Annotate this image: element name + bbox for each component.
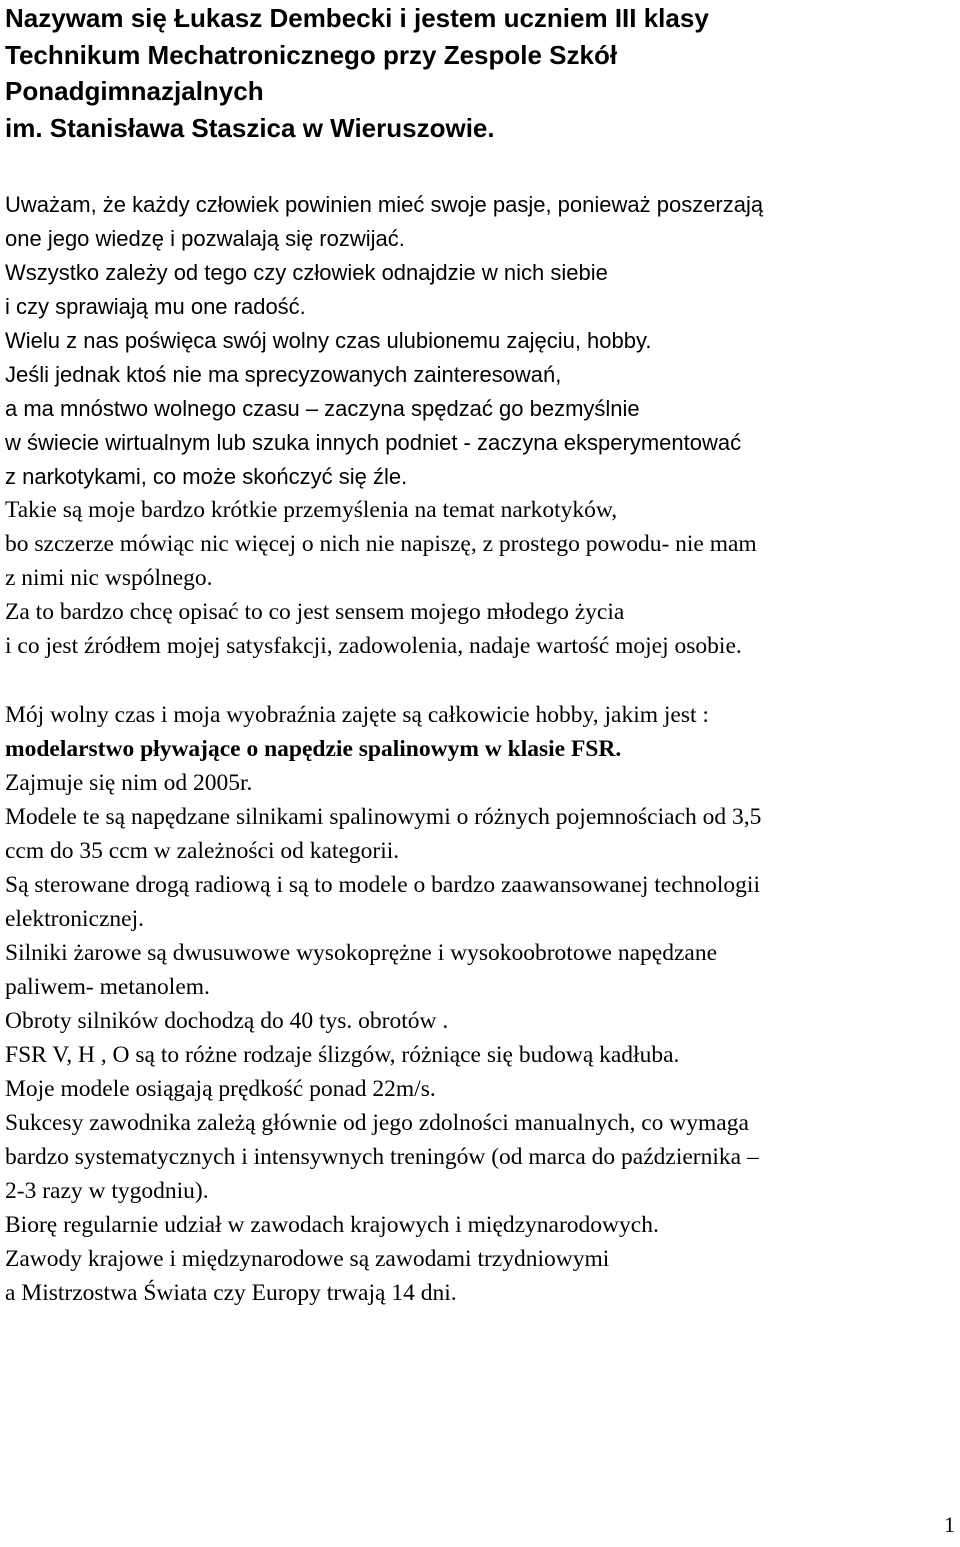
- title-line: Nazywam się Łukasz Dembecki i jestem uczniem III klasy: [5, 3, 709, 33]
- text-line: a ma mnóstwo wolnego czasu – zaczyna spędzać go bezmyślnie: [5, 396, 640, 421]
- text-line: z narkotykami, co może skończyć się źle.: [5, 464, 408, 489]
- hobby-highlight: modelarstwo pływające o napędzie spalinowym w klasie FSR.: [5, 736, 622, 762]
- text-line: Zawody krajowe i międzynarodowe są zawodami trzydniowymi: [5, 1246, 610, 1272]
- text-line: ccm do 35 ccm w zależności od kategorii.: [5, 838, 400, 864]
- text-line: Sukcesy zawodnika zależą głównie od jego zdolności manualnych, co wymaga: [5, 1110, 749, 1136]
- text-line: 2-3 razy w tygodniu).: [5, 1178, 209, 1204]
- text-line: Modele te są napędzane silnikami spalinowymi o różnych pojemnościach od 3,5: [5, 804, 762, 830]
- text-line: one jego wiedzę i pozwalają się rozwijać.: [5, 226, 405, 251]
- text-line: z nimi nic wspólnego.: [5, 565, 213, 591]
- title-line: Ponadgimnazjalnych: [5, 76, 264, 107]
- text-line: Jeśli jednak ktoś nie ma sprecyzowanych zainteresowań,: [5, 362, 562, 387]
- text-line: Silniki żarowe są dwusuwowe wysokoprężne i wysokoobrotowe napędzane: [5, 940, 717, 966]
- text-line: Biorę regularnie udział w zawodach krajowych i międzynarodowych.: [5, 1212, 659, 1238]
- text-line: elektronicznej.: [5, 906, 144, 932]
- text-line: paliwem- metanolem.: [5, 974, 210, 1000]
- text-line: Wszystko zależy od tego czy człowiek odnajdzie w nich siebie: [5, 260, 608, 285]
- text-line: Za to bardzo chcę opisać to co jest sensem mojego młodego życia: [5, 599, 625, 625]
- text-line: a Mistrzostwa Świata czy Europy trwają 14 dni.: [5, 1280, 457, 1306]
- hobby-intro-line: Mój wolny czas i moja wyobraźnia zajęte są całkowicie hobby, jakim jest :: [5, 702, 709, 728]
- text-line: Takie są moje bardzo krótkie przemyślenia na temat narkotyków,: [5, 497, 618, 523]
- text-line: FSR V, H , O są to różne rodzaje ślizgów, różniące się budową kadłuba.: [5, 1042, 680, 1068]
- title-line: im. Stanisława Staszica w Wieruszowie.: [5, 112, 495, 143]
- text-line: Uważam, że każdy człowiek powinien mieć swoje pasje, ponieważ poszerzają: [5, 192, 764, 217]
- text-line: Zajmuje się nim od 2005r.: [5, 770, 253, 796]
- text-line: i czy sprawiają mu one radość.: [5, 294, 306, 319]
- text-line: bo szczerze mówiąc nic więcej o nich nie napiszę, z prostego powodu- nie mam: [5, 531, 757, 557]
- text-line: Wielu z nas poświęca swój wolny czas ulubionemu zajęciu, hobby.: [5, 328, 652, 353]
- text-line: w świecie wirtualnym lub szuka innych podniet - zaczyna eksperymentować: [5, 430, 742, 455]
- title-line: Technikum Mechatronicznego przy Zespole Szkół: [5, 39, 618, 70]
- page-title: [5, 0, 955, 146]
- text-line: bardzo systematycznych i intensywnych treningów (od marca do października –: [5, 1144, 759, 1170]
- text-line: Obroty silników dochodzą do 40 tys. obrotów .: [5, 1008, 449, 1034]
- text-line: i co jest źródłem mojej satysfakcji, zadowolenia, nadaje wartość mojej osobie.: [5, 633, 742, 659]
- page-number: 1: [944, 1512, 955, 1537]
- text-line: Moje modele osiągają prędkość ponad 22m/s.: [5, 1076, 436, 1102]
- text-line: Są sterowane drogą radiową i są to modele o bardzo zaawansowanej technologii: [5, 872, 760, 898]
